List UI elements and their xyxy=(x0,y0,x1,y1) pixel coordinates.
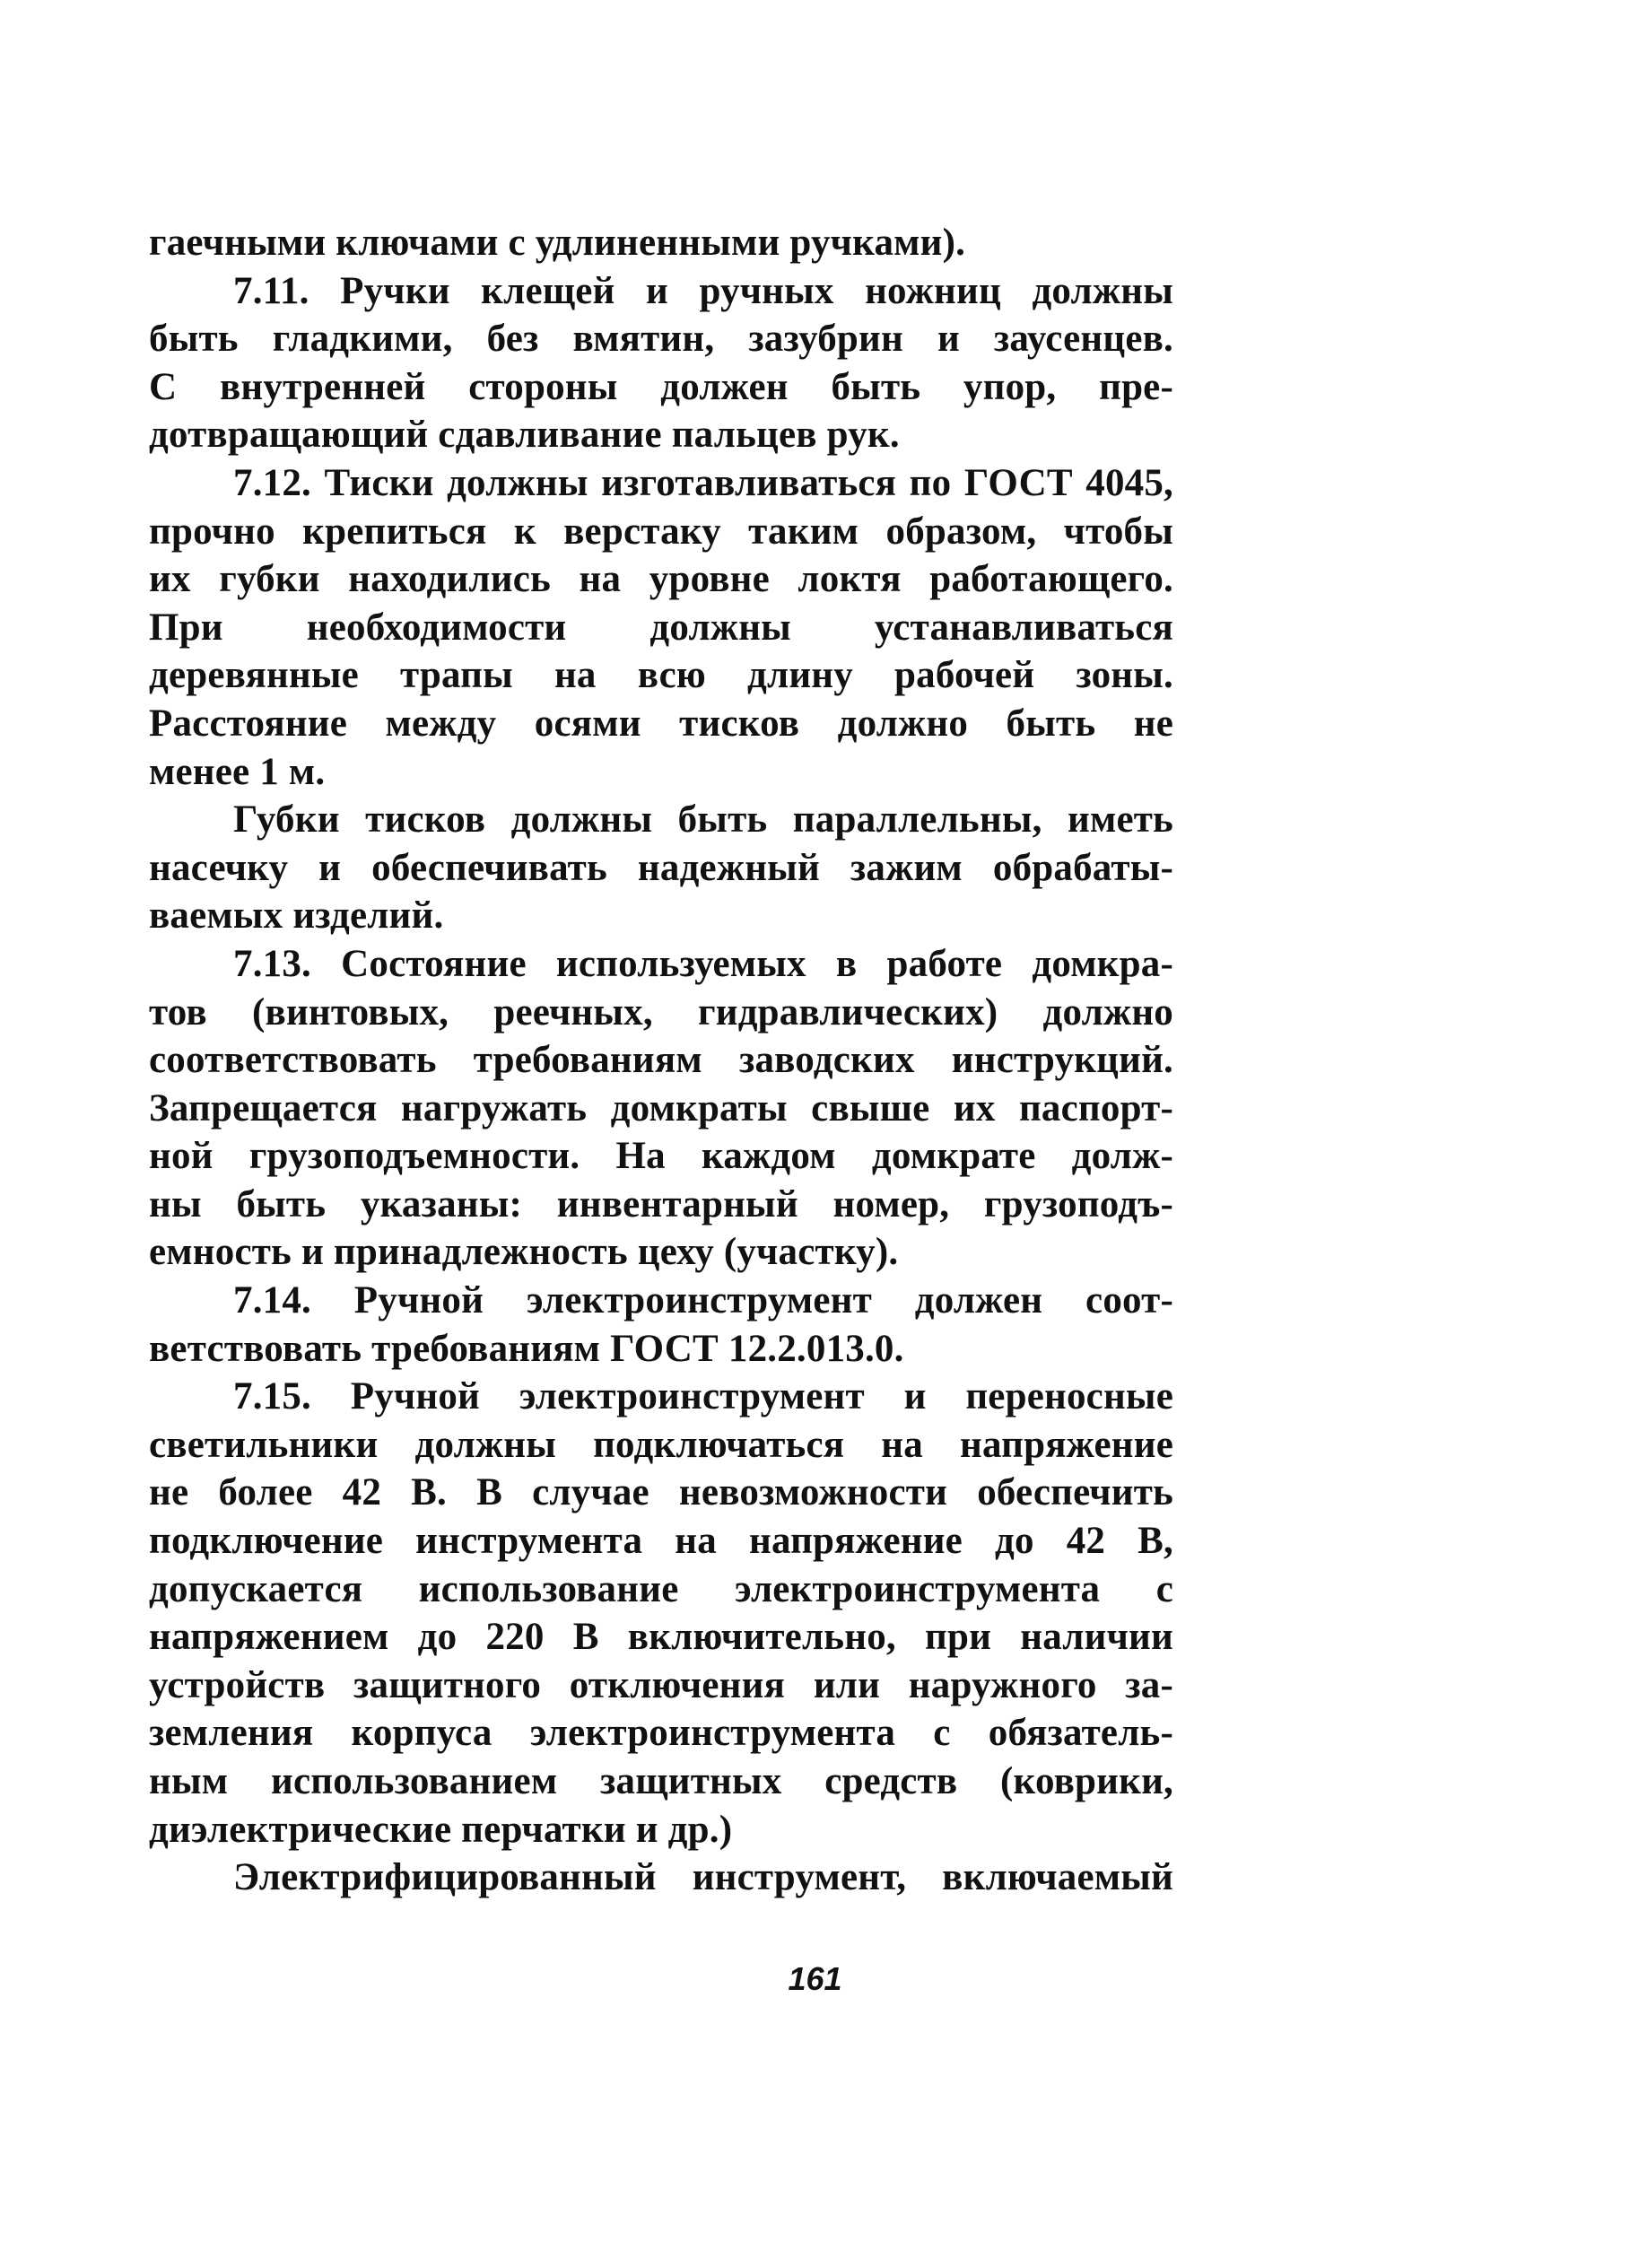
text-line: подключение инструмента на напряжение до 42 В, xyxy=(149,1520,1173,1563)
text-line: быть гладкими, без вмятин, зазубрин и заусенцев. xyxy=(149,318,1173,361)
text-line: Электрифицированный инструмент, включаемый xyxy=(233,1856,1173,1899)
text-line: С внутренней стороны должен быть упор, пре- xyxy=(149,365,1173,408)
text-line: При необходимости должны устанавливаться xyxy=(149,606,1173,649)
text-line: ветствовать требованиям ГОСТ 12.2.013.0. xyxy=(149,1327,904,1370)
text-line: гаечными ключами с удлиненными ручками). xyxy=(149,222,966,264)
page-number: 161 xyxy=(788,1960,842,1997)
text-line: 7.15. Ручной электроинструмент и переносные xyxy=(233,1375,1173,1418)
body-text xyxy=(149,219,1173,1902)
text-line: Расстояние между осями тисков должно быть не xyxy=(149,702,1173,745)
text-line: не более 42 В. В случае невозможности обеспечить xyxy=(149,1471,1173,1514)
text-line: насечку и обеспечивать надежный зажим обрабаты- xyxy=(149,846,1173,889)
text-line: допускается использование электроинструмента с xyxy=(149,1567,1173,1610)
text-line: 7.12. Тиски должны изготавливаться по ГОСТ 4045, xyxy=(233,461,1173,504)
text-line: Запрещается нагружать домкраты свыше их паспорт- xyxy=(149,1086,1173,1130)
text-line: менее 1 м. xyxy=(149,750,326,793)
text-line: ным использованием защитных средств (коврики, xyxy=(149,1760,1173,1802)
text-line: тов (винтовых, реечных, гидравлических) должно xyxy=(149,990,1173,1034)
text-line: Губки тисков должны быть параллельны, иметь xyxy=(233,798,1173,842)
text-line: ны быть указаны: инвентарный номер, грузоподъ- xyxy=(149,1182,1173,1226)
text-line: соответствовать требованиям заводских инструкций. xyxy=(149,1039,1173,1082)
text-line: земления корпуса электроинструмента с обязатель- xyxy=(149,1712,1173,1755)
text-line: светильники должны подключаться на напряжение xyxy=(149,1423,1173,1466)
text-line: деревянные трапы на всю длину рабочей зоны. xyxy=(149,654,1173,697)
text-line: устройств защитного отключения или наружного за- xyxy=(149,1663,1173,1706)
text-line: 7.14. Ручной электроинструмент должен соот- xyxy=(233,1279,1173,1322)
text-line: прочно крепиться к верстаку таким образом, чтобы xyxy=(149,510,1173,553)
text-line: 7.11. Ручки клещей и ручных ножниц должны xyxy=(233,269,1173,312)
text-line: диэлектрические перчатки и др.) xyxy=(149,1808,733,1851)
text-line: емность и принадлежность цеху (участку). xyxy=(149,1231,899,1274)
text-line: их губки находились на уровне локтя работающего. xyxy=(149,558,1173,601)
text-line: ваемых изделий. xyxy=(149,894,444,938)
text-line: ной грузоподъемности. На каждом домкрате долж- xyxy=(149,1135,1173,1178)
text-line: дотвращающий сдавливание пальцев рук. xyxy=(149,414,900,457)
text-line: 7.13. Состояние используемых в работе домкра- xyxy=(233,942,1173,985)
text-line: напряжением до 220 В включительно, при наличии xyxy=(149,1616,1173,1659)
